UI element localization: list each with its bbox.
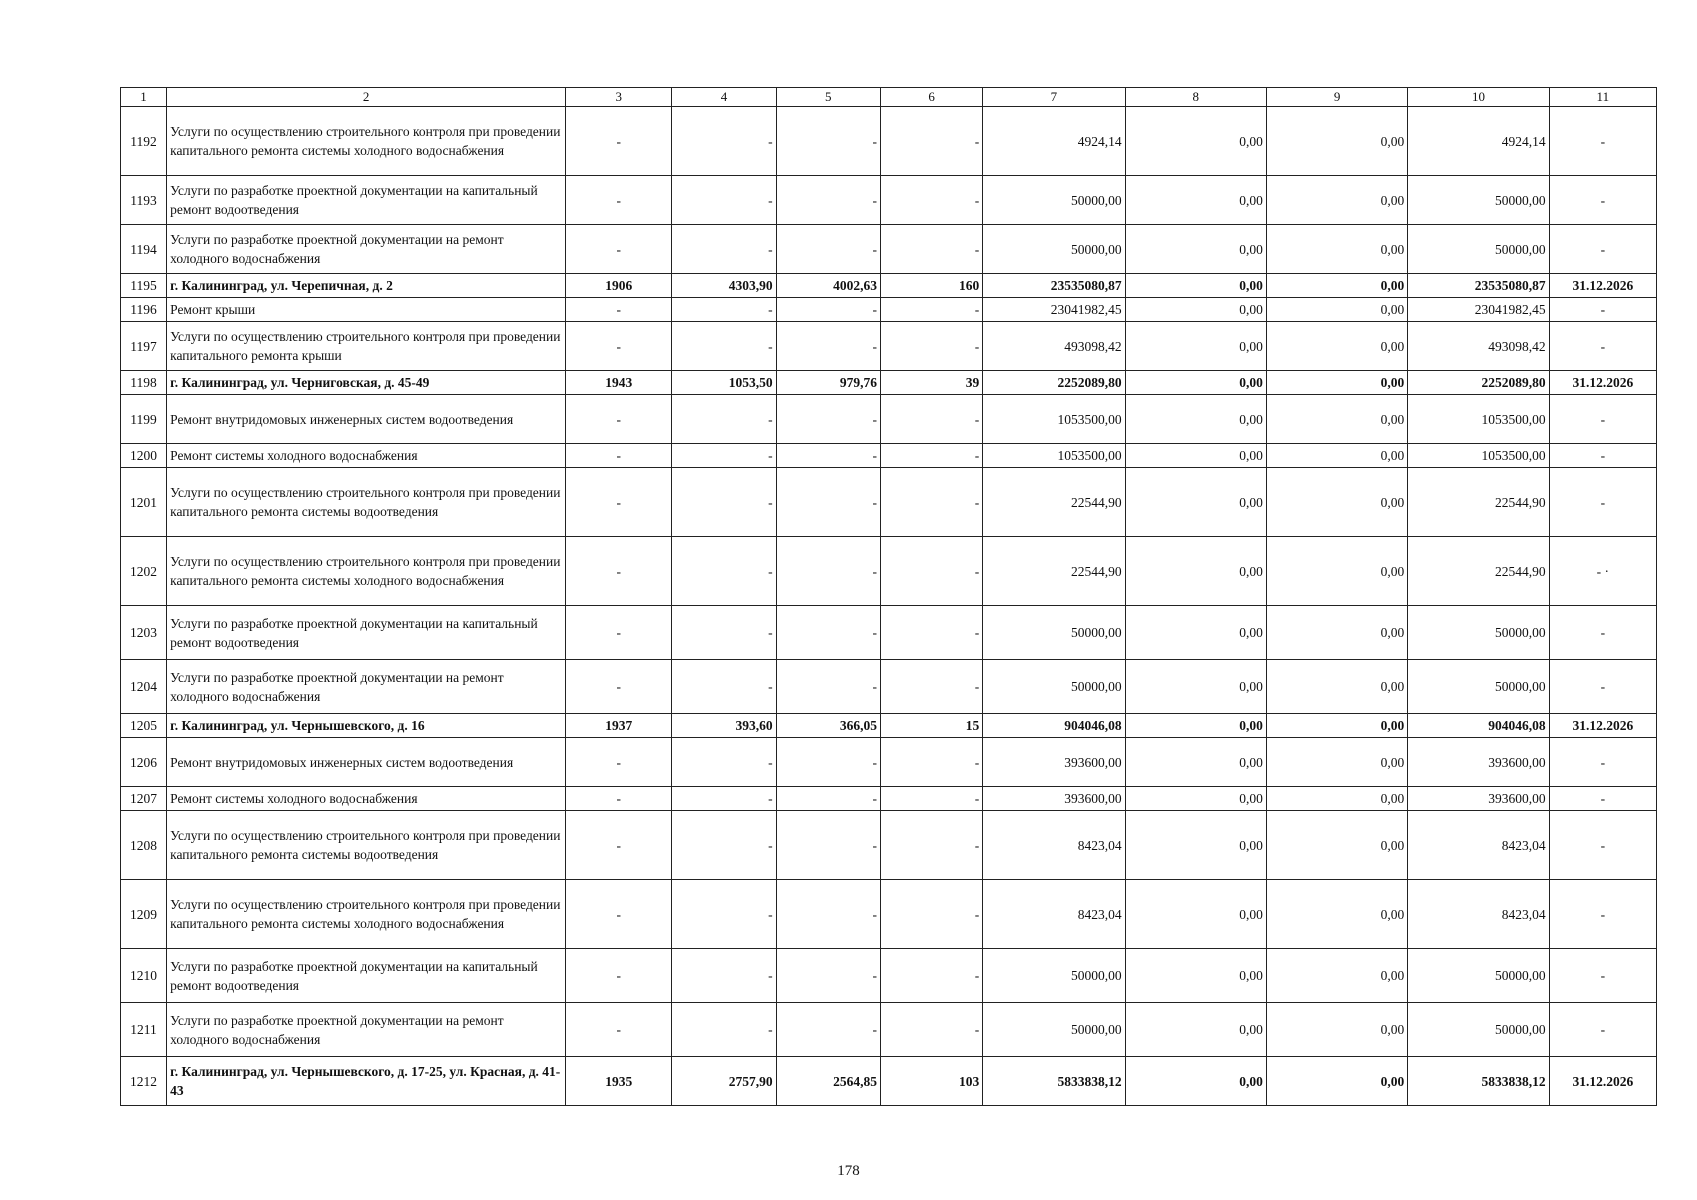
fund-cell: 0,00 <box>1125 107 1266 176</box>
table-row <box>121 371 1657 395</box>
owners-funds-cell: 22544,90 <box>1408 537 1549 606</box>
area-total-cell: - <box>672 880 776 949</box>
cost-total-cell: 23535080,87 <box>983 274 1125 298</box>
item-name: Услуги по разработке проектной документации на капитальный ремонт водоотведения <box>167 176 566 225</box>
deadline-cell: - <box>1549 811 1656 880</box>
item-name: г. Калининград, ул. Черниговская, д. 45-49 <box>167 371 566 395</box>
item-name: Услуги по разработке проектной документации на ремонт холодного водоснабжения <box>167 1003 566 1057</box>
deadline-cell: - <box>1549 738 1656 787</box>
year-cell: - <box>566 537 672 606</box>
cost-total-cell: 1053500,00 <box>983 444 1125 468</box>
residents-cell: - <box>880 606 982 660</box>
residents-cell: - <box>880 537 982 606</box>
area-living-cell: - <box>776 298 880 322</box>
residents-cell: 103 <box>880 1057 982 1106</box>
owners-funds-cell: 8423,04 <box>1408 811 1549 880</box>
year-cell: - <box>566 395 672 444</box>
fund-cell: 0,00 <box>1125 714 1266 738</box>
cost-total-cell: 22544,90 <box>983 537 1125 606</box>
area-total-cell: 393,60 <box>672 714 776 738</box>
row-number: 1198 <box>121 371 167 395</box>
cost-total-cell: 23041982,45 <box>983 298 1125 322</box>
residents-cell: - <box>880 738 982 787</box>
page-number: 178 <box>837 1163 860 1179</box>
area-living-cell: 979,76 <box>776 371 880 395</box>
table-row <box>121 176 1657 225</box>
deadline-cell: - <box>1549 949 1656 1003</box>
owners-funds-cell: 4924,14 <box>1408 107 1549 176</box>
fund-cell: 0,00 <box>1125 322 1266 371</box>
budget-cell: 0,00 <box>1266 811 1407 880</box>
budget-cell: 0,00 <box>1266 274 1407 298</box>
column-header: 7 <box>983 88 1125 107</box>
budget-cell: 0,00 <box>1266 1003 1407 1057</box>
budget-cell: 0,00 <box>1266 714 1407 738</box>
column-header: 1 <box>121 88 167 107</box>
table-row <box>121 660 1657 714</box>
table-row <box>121 949 1657 1003</box>
cost-total-cell: 4924,14 <box>983 107 1125 176</box>
deadline-cell: - <box>1549 606 1656 660</box>
owners-funds-cell: 23535080,87 <box>1408 274 1549 298</box>
area-living-cell: 2564,85 <box>776 1057 880 1106</box>
deadline-cell: - · <box>1549 537 1656 606</box>
area-total-cell: - <box>672 660 776 714</box>
budget-cell: 0,00 <box>1266 949 1407 1003</box>
area-living-cell: - <box>776 811 880 880</box>
area-living-cell: - <box>776 395 880 444</box>
item-name: Ремонт крыши <box>167 298 566 322</box>
residents-cell: - <box>880 660 982 714</box>
deadline-cell: 31.12.2026 <box>1549 371 1656 395</box>
cost-total-cell: 393600,00 <box>983 787 1125 811</box>
row-number: 1205 <box>121 714 167 738</box>
item-name: Услуги по осуществлению строительного контроля при проведении капитального ремонта системы водоотведения <box>167 468 566 537</box>
item-name: Услуги по осуществлению строительного контроля при проведении капитального ремонта крыши <box>167 322 566 371</box>
row-number: 1200 <box>121 444 167 468</box>
table-row <box>121 468 1657 537</box>
area-total-cell: - <box>672 1003 776 1057</box>
item-name: Услуги по осуществлению строительного контроля при проведении капитального ремонта системы холодного водоснабжения <box>167 107 566 176</box>
cost-total-cell: 22544,90 <box>983 468 1125 537</box>
deadline-cell: - <box>1549 395 1656 444</box>
row-number: 1208 <box>121 811 167 880</box>
budget-cell: 0,00 <box>1266 738 1407 787</box>
row-number: 1212 <box>121 1057 167 1106</box>
deadline-cell: - <box>1549 787 1656 811</box>
cost-total-cell: 8423,04 <box>983 811 1125 880</box>
area-living-cell: - <box>776 660 880 714</box>
row-number: 1207 <box>121 787 167 811</box>
year-cell: 1943 <box>566 371 672 395</box>
area-living-cell: - <box>776 537 880 606</box>
cost-total-cell: 493098,42 <box>983 322 1125 371</box>
area-living-cell: - <box>776 738 880 787</box>
cost-total-cell: 50000,00 <box>983 225 1125 274</box>
residents-cell: 39 <box>880 371 982 395</box>
area-living-cell: 4002,63 <box>776 274 880 298</box>
item-name: Ремонт системы холодного водоснабжения <box>167 787 566 811</box>
fund-cell: 0,00 <box>1125 949 1266 1003</box>
area-living-cell: - <box>776 107 880 176</box>
column-header: 8 <box>1125 88 1266 107</box>
fund-cell: 0,00 <box>1125 395 1266 444</box>
year-cell: 1906 <box>566 274 672 298</box>
residents-cell: - <box>880 949 982 1003</box>
deadline-cell: - <box>1549 176 1656 225</box>
row-number: 1199 <box>121 395 167 444</box>
budget-cell: 0,00 <box>1266 107 1407 176</box>
area-total-cell: - <box>672 107 776 176</box>
row-number: 1202 <box>121 537 167 606</box>
residents-cell: - <box>880 225 982 274</box>
cost-total-cell: 50000,00 <box>983 660 1125 714</box>
budget-cell: 0,00 <box>1266 322 1407 371</box>
column-header: 5 <box>776 88 880 107</box>
cost-total-cell: 2252089,80 <box>983 371 1125 395</box>
item-name: Услуги по осуществлению строительного контроля при проведении капитального ремонта системы водоотведения <box>167 811 566 880</box>
deadline-cell: - <box>1549 1003 1656 1057</box>
area-total-cell: - <box>672 444 776 468</box>
fund-cell: 0,00 <box>1125 1057 1266 1106</box>
table-row <box>121 274 1657 298</box>
deadline-cell: - <box>1549 225 1656 274</box>
budget-cell: 0,00 <box>1266 787 1407 811</box>
area-total-cell: - <box>672 949 776 1003</box>
year-cell: - <box>566 660 672 714</box>
item-name: Ремонт внутридомовых инженерных систем водоотведения <box>167 395 566 444</box>
cost-total-cell: 50000,00 <box>983 176 1125 225</box>
area-living-cell: - <box>776 787 880 811</box>
residents-cell: - <box>880 811 982 880</box>
area-living-cell: 366,05 <box>776 714 880 738</box>
fund-cell: 0,00 <box>1125 298 1266 322</box>
budget-cell: 0,00 <box>1266 298 1407 322</box>
fund-cell: 0,00 <box>1125 738 1266 787</box>
fund-cell: 0,00 <box>1125 225 1266 274</box>
row-number: 1193 <box>121 176 167 225</box>
table-row <box>121 606 1657 660</box>
item-name: Ремонт системы холодного водоснабжения <box>167 444 566 468</box>
row-number: 1203 <box>121 606 167 660</box>
year-cell: - <box>566 107 672 176</box>
table-row <box>121 714 1657 738</box>
owners-funds-cell: 50000,00 <box>1408 660 1549 714</box>
deadline-cell: - <box>1549 444 1656 468</box>
row-number: 1192 <box>121 107 167 176</box>
deadline-cell: - <box>1549 107 1656 176</box>
table-row <box>121 322 1657 371</box>
area-total-cell: - <box>672 225 776 274</box>
column-header: 11 <box>1549 88 1656 107</box>
fund-cell: 0,00 <box>1125 811 1266 880</box>
budget-cell: 0,00 <box>1266 537 1407 606</box>
cost-total-cell: 50000,00 <box>983 1003 1125 1057</box>
year-cell: - <box>566 606 672 660</box>
row-number: 1196 <box>121 298 167 322</box>
item-name: г. Калининград, ул. Чернышевского, д. 17-25, ул. Красная, д. 41-43 <box>167 1057 566 1106</box>
budget-cell: 0,00 <box>1266 880 1407 949</box>
owners-funds-cell: 8423,04 <box>1408 880 1549 949</box>
budget-cell: 0,00 <box>1266 371 1407 395</box>
owners-funds-cell: 2252089,80 <box>1408 371 1549 395</box>
table-row <box>121 444 1657 468</box>
owners-funds-cell: 50000,00 <box>1408 949 1549 1003</box>
owners-funds-cell: 393600,00 <box>1408 787 1549 811</box>
column-header: 10 <box>1408 88 1549 107</box>
year-cell: - <box>566 176 672 225</box>
area-total-cell: - <box>672 468 776 537</box>
residents-cell: - <box>880 176 982 225</box>
table-row <box>121 298 1657 322</box>
area-total-cell: 2757,90 <box>672 1057 776 1106</box>
area-living-cell: - <box>776 880 880 949</box>
row-number: 1194 <box>121 225 167 274</box>
table-row <box>121 787 1657 811</box>
fund-cell: 0,00 <box>1125 444 1266 468</box>
owners-funds-cell: 393600,00 <box>1408 738 1549 787</box>
area-living-cell: - <box>776 949 880 1003</box>
deadline-cell: - <box>1549 322 1656 371</box>
table-row <box>121 738 1657 787</box>
fund-cell: 0,00 <box>1125 176 1266 225</box>
residents-cell: - <box>880 787 982 811</box>
table-row <box>121 225 1657 274</box>
cost-total-cell: 1053500,00 <box>983 395 1125 444</box>
deadline-cell: 31.12.2026 <box>1549 1057 1656 1106</box>
row-number: 1209 <box>121 880 167 949</box>
row-number: 1206 <box>121 738 167 787</box>
budget-cell: 0,00 <box>1266 1057 1407 1106</box>
owners-funds-cell: 50000,00 <box>1408 606 1549 660</box>
table-row <box>121 880 1657 949</box>
table-row <box>121 1057 1657 1106</box>
item-name: Услуги по разработке проектной документации на ремонт холодного водоснабжения <box>167 225 566 274</box>
table-row <box>121 107 1657 176</box>
area-living-cell: - <box>776 225 880 274</box>
year-cell: 1937 <box>566 714 672 738</box>
area-total-cell: - <box>672 738 776 787</box>
fund-cell: 0,00 <box>1125 787 1266 811</box>
column-number-row <box>121 88 1657 107</box>
year-cell: - <box>566 787 672 811</box>
owners-funds-cell: 50000,00 <box>1408 176 1549 225</box>
table-row <box>121 395 1657 444</box>
item-name: Услуги по осуществлению строительного контроля при проведении капитального ремонта системы холодного водоснабжения <box>167 537 566 606</box>
fund-cell: 0,00 <box>1125 1003 1266 1057</box>
budget-cell: 0,00 <box>1266 468 1407 537</box>
residents-cell: - <box>880 880 982 949</box>
year-cell: - <box>566 322 672 371</box>
residents-cell: - <box>880 468 982 537</box>
cost-total-cell: 5833838,12 <box>983 1057 1125 1106</box>
year-cell: - <box>566 738 672 787</box>
owners-funds-cell: 904046,08 <box>1408 714 1549 738</box>
area-total-cell: 1053,50 <box>672 371 776 395</box>
owners-funds-cell: 22544,90 <box>1408 468 1549 537</box>
area-total-cell: 4303,90 <box>672 274 776 298</box>
deadline-cell: 31.12.2026 <box>1549 714 1656 738</box>
budget-cell: 0,00 <box>1266 225 1407 274</box>
fund-cell: 0,00 <box>1125 660 1266 714</box>
budget-cell: 0,00 <box>1266 395 1407 444</box>
owners-funds-cell: 23041982,45 <box>1408 298 1549 322</box>
cost-total-cell: 50000,00 <box>983 606 1125 660</box>
row-number: 1197 <box>121 322 167 371</box>
residents-cell: - <box>880 107 982 176</box>
area-total-cell: - <box>672 606 776 660</box>
owners-funds-cell: 50000,00 <box>1408 225 1549 274</box>
owners-funds-cell: 5833838,12 <box>1408 1057 1549 1106</box>
column-header: 9 <box>1266 88 1407 107</box>
table-row <box>121 1003 1657 1057</box>
year-cell: - <box>566 1003 672 1057</box>
deadline-cell: 31.12.2026 <box>1549 274 1656 298</box>
column-header: 3 <box>566 88 672 107</box>
area-total-cell: - <box>672 176 776 225</box>
budget-cell: 0,00 <box>1266 444 1407 468</box>
column-header: 4 <box>672 88 776 107</box>
table-row <box>121 537 1657 606</box>
year-cell: - <box>566 949 672 1003</box>
item-name: Услуги по осуществлению строительного контроля при проведении капитального ремонта системы холодного водоснабжения <box>167 880 566 949</box>
residents-cell: 160 <box>880 274 982 298</box>
fund-cell: 0,00 <box>1125 606 1266 660</box>
fund-cell: 0,00 <box>1125 274 1266 298</box>
residents-cell: - <box>880 444 982 468</box>
capital-repair-table <box>120 87 1657 1106</box>
year-cell: - <box>566 444 672 468</box>
deadline-cell: - <box>1549 880 1656 949</box>
area-total-cell: - <box>672 395 776 444</box>
row-number: 1201 <box>121 468 167 537</box>
area-living-cell: - <box>776 444 880 468</box>
area-total-cell: - <box>672 811 776 880</box>
row-number: 1210 <box>121 949 167 1003</box>
cost-total-cell: 8423,04 <box>983 880 1125 949</box>
item-name: г. Калининград, ул. Черепичная, д. 2 <box>167 274 566 298</box>
budget-cell: 0,00 <box>1266 660 1407 714</box>
area-total-cell: - <box>672 787 776 811</box>
item-name: Услуги по разработке проектной документации на капитальный ремонт водоотведения <box>167 606 566 660</box>
budget-cell: 0,00 <box>1266 606 1407 660</box>
row-number: 1211 <box>121 1003 167 1057</box>
owners-funds-cell: 1053500,00 <box>1408 444 1549 468</box>
area-total-cell: - <box>672 322 776 371</box>
year-cell: 1935 <box>566 1057 672 1106</box>
row-number: 1204 <box>121 660 167 714</box>
owners-funds-cell: 50000,00 <box>1408 1003 1549 1057</box>
item-name: Услуги по разработке проектной документации на капитальный ремонт водоотведения <box>167 949 566 1003</box>
year-cell: - <box>566 811 672 880</box>
fund-cell: 0,00 <box>1125 468 1266 537</box>
fund-cell: 0,00 <box>1125 537 1266 606</box>
residents-cell: - <box>880 395 982 444</box>
fund-cell: 0,00 <box>1125 371 1266 395</box>
item-name: Услуги по разработке проектной документации на ремонт холодного водоснабжения <box>167 660 566 714</box>
area-living-cell: - <box>776 468 880 537</box>
owners-funds-cell: 1053500,00 <box>1408 395 1549 444</box>
area-living-cell: - <box>776 606 880 660</box>
area-living-cell: - <box>776 176 880 225</box>
item-name: Ремонт внутридомовых инженерных систем водоотведения <box>167 738 566 787</box>
table-body <box>121 88 1657 1106</box>
year-cell: - <box>566 880 672 949</box>
area-living-cell: - <box>776 322 880 371</box>
owners-funds-cell: 493098,42 <box>1408 322 1549 371</box>
item-name: г. Калининград, ул. Чернышевского, д. 16 <box>167 714 566 738</box>
year-cell: - <box>566 225 672 274</box>
deadline-cell: - <box>1549 298 1656 322</box>
area-total-cell: - <box>672 298 776 322</box>
residents-cell: - <box>880 322 982 371</box>
residents-cell: - <box>880 1003 982 1057</box>
column-header: 2 <box>167 88 566 107</box>
area-living-cell: - <box>776 1003 880 1057</box>
residents-cell: 15 <box>880 714 982 738</box>
cost-total-cell: 393600,00 <box>983 738 1125 787</box>
budget-cell: 0,00 <box>1266 176 1407 225</box>
year-cell: - <box>566 468 672 537</box>
fund-cell: 0,00 <box>1125 880 1266 949</box>
area-total-cell: - <box>672 537 776 606</box>
deadline-cell: - <box>1549 468 1656 537</box>
cost-total-cell: 904046,08 <box>983 714 1125 738</box>
residents-cell: - <box>880 298 982 322</box>
row-number: 1195 <box>121 274 167 298</box>
cost-total-cell: 50000,00 <box>983 949 1125 1003</box>
deadline-cell: - <box>1549 660 1656 714</box>
year-cell: - <box>566 298 672 322</box>
column-header: 6 <box>880 88 982 107</box>
table-row <box>121 811 1657 880</box>
